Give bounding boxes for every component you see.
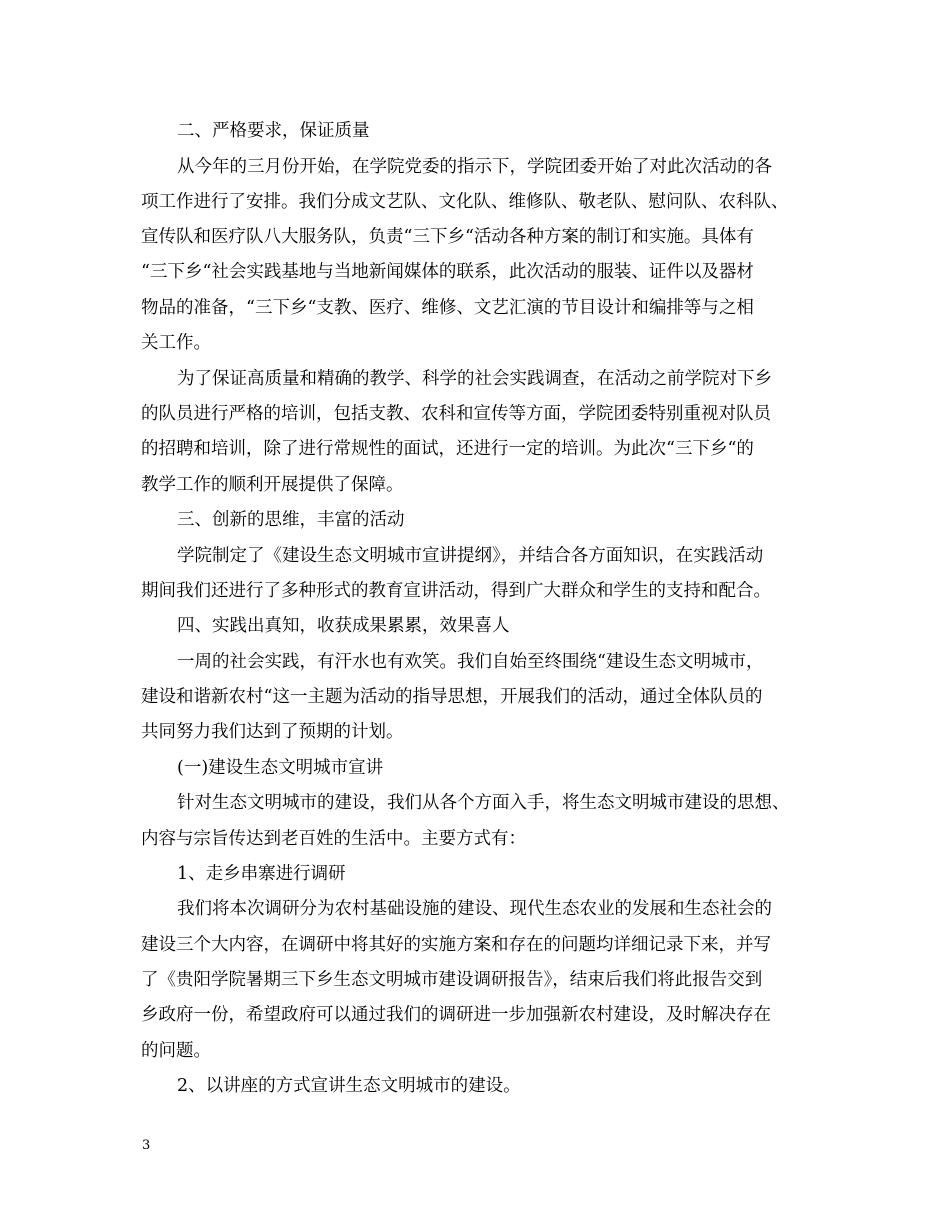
- section-heading-3: 三、创新的思维，丰富的活动: [177, 510, 405, 530]
- paragraph-line: 期间我们还进行了多种形式的教育宣讲活动，得到广大群众和学生的支持和配合。: [141, 581, 771, 601]
- subsection-heading-1: (一)建设生态文明城市宣讲: [177, 758, 384, 778]
- section-heading-2: 二、严格要求，保证质量: [177, 121, 370, 141]
- paragraph-line: 学院制定了《建设生态文明城市宣讲提纲》，并结合各方面知识，在实践活动: [177, 546, 764, 566]
- paragraph-line: 针对生态文明城市的建设，我们从各个方面入手，将生态文明城市建设的思想、: [177, 793, 790, 813]
- paragraph-line: 我们将本次调研分为农村基础设施的建设、现代生态农业的发展和生态社会的: [177, 899, 772, 919]
- paragraph-line: 乡政府一份，希望政府可以通过我们的调研进一步加强新农村建设，及时解决存在: [141, 1005, 771, 1025]
- paragraph-line: 一周的社会实践，有汗水也有欢笑。我们自始至终围绕“建设生态文明城市，: [177, 652, 764, 672]
- section-heading-4: 四、实践出真知，收获成果累累，效果喜人: [177, 616, 510, 636]
- paragraph-line: 教学工作的顺利开展提供了保障。: [141, 475, 404, 495]
- paragraph-line: 建设和谐新农村“这一主题为活动的指导思想，开展我们的活动，通过全体队员的: [141, 687, 763, 707]
- paragraph-line: 宣传队和医疗队八大服务队，负责“三下乡“活动各种方案的制订和实施。具体有: [141, 227, 754, 247]
- paragraph-line: 为了保证高质量和精确的教学、科学的社会实践调查，在活动之前学院对下乡: [177, 369, 772, 389]
- paragraph-line: 了《贵阳学院暑期三下乡生态文明城市建设调研报告》，结束后我们将此报告交到: [141, 970, 763, 990]
- list-item-heading-1: 1、走乡串寨进行调研: [177, 864, 346, 884]
- page-number: 3: [142, 1138, 151, 1153]
- paragraph-line: 建设三个大内容，在调研中将其好的实施方案和存在的问题均详细记录下来，并写: [141, 935, 771, 955]
- paragraph-line: 内容与宗旨传达到老百姓的生活中。主要方式有：: [141, 829, 526, 849]
- paragraph-line: 从今年的三月份开始，在学院党委的指示下，学院团委开始了对此次活动的各: [177, 157, 772, 177]
- paragraph-line: 物品的准备，“三下乡“支教、医疗、维修、文艺汇演的节目设计和编排等与之相: [141, 298, 754, 318]
- paragraph-line: 的招聘和培训，除了进行常规性的面试，还进行一定的培训。为此次“三下乡“的: [141, 439, 754, 459]
- paragraph-line: 项工作进行了安排。我们分成文艺队、文化队、维修队、敬老队、慰问队、农科队、: [141, 192, 789, 212]
- paragraph-line: 的队员进行严格的培训，包括支教、农科和宣传等方面，学院团委特别重视对队员: [141, 404, 771, 424]
- paragraph-line: 的问题。: [141, 1041, 211, 1061]
- paragraph-line: 关工作。: [141, 333, 211, 353]
- list-item-heading-2: 2、以讲座的方式宣讲生态文明城市的建设。: [177, 1076, 521, 1096]
- paragraph-line: 共同努力我们达到了预期的计划。: [141, 722, 404, 742]
- paragraph-line: “三下乡“社会实践基地与当地新闻媒体的联系，此次活动的服装、证件以及器材: [141, 262, 754, 282]
